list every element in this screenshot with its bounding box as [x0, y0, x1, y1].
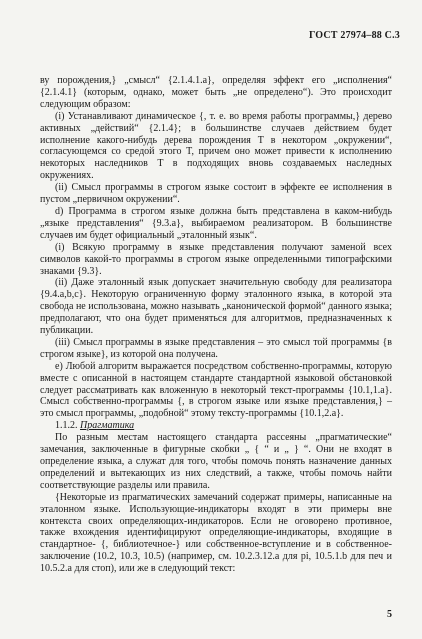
paragraph: d) Программа в строгом языке должна быть представлена в каком-нибудь „языке представления“ {9.3.a}, выбираемом реализатором. В большинстве случаев им будет официальный „эталонный язык“.: [40, 205, 392, 241]
paragraph: e) Любой алгоритм выражается посредством собственно-программы, которую вместе с описанной в настоящем стандарте стандартной языковой обстановкой следует рассматривать как вложенную в некоторый текст-программы {10.1,1.a}. Смысл собственно-программы {, в строгом языке или языке представления,} – это смысл программы, „подобной“ этому тексту-программы {10.1,2.a}.: [40, 360, 392, 420]
paragraph: (ii) Даже эталонный язык допускает значительную свободу для реализатора {9.4.a,b,c}. Некоторую ограниченную форму эталонного языка, в которой эта свобода не использована, можно называть „канонической формой“ данного языка; предполагают, что она будет применяться для алгоритмов, предназначенных к публикации.: [40, 277, 392, 337]
paragraph: По разным местам настоящего стандарта рассеяны „прагматические“ замечания, заключенные в фигурные скобки „ { “ и „ } “. Они не входят в определение языка, а служат для того, чтобы помочь понять назначение данных определений и вытекающих из них следствий, а также, чтобы помочь найти соответствующие разделы или правила.: [40, 432, 392, 491]
page-number: 5: [387, 609, 392, 620]
body-text: [40, 75, 392, 575]
paragraph: (iii) Смысл программы в языке представления – это смысл той программы {в строгом языке}, из которой она получена.: [40, 336, 392, 360]
section-number: 1.1.2.: [55, 420, 78, 432]
paragraph: (i) Всякую программу в языке представления получают заменой всех символов какой-то программы в строгом языке определенными типографскими знаками {9.3}.: [40, 241, 392, 277]
page-header: ГОСТ 27974–88 С.3: [308, 30, 400, 41]
paragraph: (i) Устанавливают динамическое {, т. е. во время работы программы,} дерево активных „действий“ {2.1.4}; в большинстве случаев действием будет исполнение какого-нибудь дерева порождения T в некотором „окружении“, согласующемся со средой этого T, причем оно может привести к исполнению некоторых наследников T в подходящих вновь создаваемых наследных окружениях.: [40, 110, 392, 182]
section-heading: [40, 420, 392, 432]
paragraph: ву порождения,} „смысл“ {2.1.4.1.a}, определяя эффект его „исполнения“ {2.1.4.1} (которым, однако, может быть „не определено“). Это происходит следующим образом:: [40, 75, 392, 110]
section-title: Прагматика: [80, 420, 135, 432]
paragraph: (ii) Смысл программы в строгом языке состоит в эффекте ее исполнения в пустом „первичном окружении“.: [40, 182, 392, 206]
paragraph: {Некоторые из прагматических замечаний содержат примеры, написанные на эталонном языке. Использующие-индикаторы входят в эти примеры вне контекста своих определяющих-индикаторов. Если не оговорено противное, также вхождения идентифицируют определяющие-индикаторы, входящие в стандартное- {, библиотечное-} или собственное-вступление и в собственное-заключение (10.2, 10.3, 10.5) (например, см. 10.2.3.12.a для pi, 10.5.1.b для печ и 10.5.2.a для стоп), или же в следующий текст:: [40, 491, 392, 575]
